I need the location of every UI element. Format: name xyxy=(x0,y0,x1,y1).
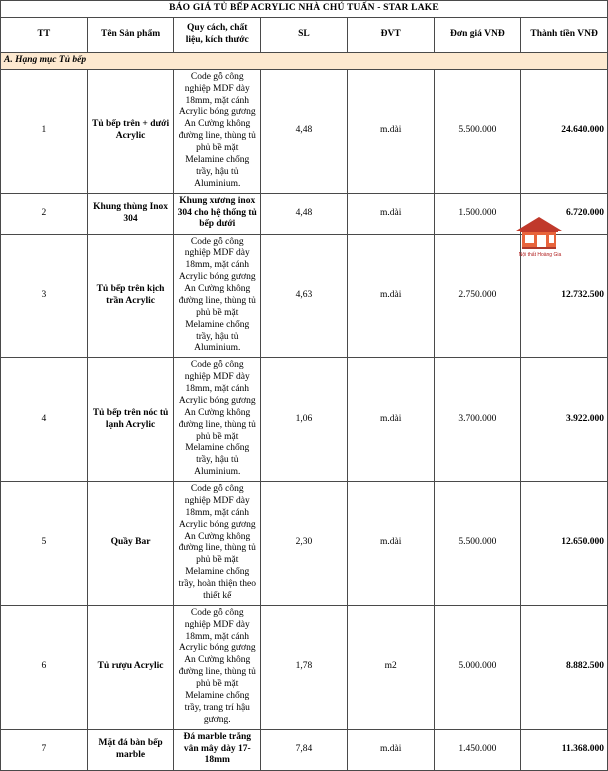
table-header-row xyxy=(1,17,608,52)
table-row xyxy=(1,69,608,193)
row-amount: 8.882.500 xyxy=(521,605,608,729)
column-header-qty: SL xyxy=(261,17,348,52)
table-row xyxy=(1,605,608,729)
column-header-unit-price: Đơn giá VNĐ xyxy=(434,17,521,52)
table-row xyxy=(1,193,608,234)
row-qty: 4,63 xyxy=(261,234,348,358)
column-header-spec: Quy cách, chất liệu, kích thước xyxy=(174,17,261,52)
row-unit: m.dài xyxy=(347,234,434,358)
section-header-row xyxy=(1,52,608,69)
row-spec: Khung xương inox 304 cho hệ thống tủ bếp dưới xyxy=(174,193,261,234)
row-amount: 3.922.000 xyxy=(521,358,608,482)
row-index: 4 xyxy=(1,358,88,482)
row-qty: 1,78 xyxy=(261,605,348,729)
column-header-tt: TT xyxy=(1,17,88,52)
row-amount: 12.732.500 xyxy=(521,234,608,358)
row-product-name: Tủ rượu Acrylic xyxy=(87,605,174,729)
row-qty: 4,48 xyxy=(261,193,348,234)
row-unit-price: 5.000.000 xyxy=(434,605,521,729)
row-qty: 1,06 xyxy=(261,358,348,482)
row-amount: 6.720.000 xyxy=(521,193,608,234)
row-unit: m.dài xyxy=(347,729,434,770)
row-unit-price: 2.750.000 xyxy=(434,234,521,358)
row-qty: 7,84 xyxy=(261,729,348,770)
row-spec: Code gỗ công nghiệp MDF dày 18mm, mặt cánh Acrylic bóng gương An Cường không đường line, thùng tủ phủ bề mặt Melamine chống trầy, hoàn thiện theo thiết kế xyxy=(174,482,261,606)
row-product-name: Mặt đá bàn bếp marble xyxy=(87,729,174,770)
row-index: 2 xyxy=(1,193,88,234)
column-header-name: Tên Sản phẩm xyxy=(87,17,174,52)
quote-table-body xyxy=(1,1,608,771)
row-index: 1 xyxy=(1,69,88,193)
row-unit-price: 5.500.000 xyxy=(434,482,521,606)
column-header-unit: ĐVT xyxy=(347,17,434,52)
table-row xyxy=(1,358,608,482)
table-row xyxy=(1,729,608,770)
row-qty: 2,30 xyxy=(261,482,348,606)
row-index: 7 xyxy=(1,729,88,770)
column-header-amount: Thành tiền VNĐ xyxy=(521,17,608,52)
row-unit: m.dài xyxy=(347,482,434,606)
row-spec: Code gỗ công nghiệp MDF dày 18mm, mặt cánh Acrylic bóng gương An Cường không đường line, thùng tủ phủ bề mặt Melamine chống trầy, trang trí hậu gương. xyxy=(174,605,261,729)
row-unit: m2 xyxy=(347,605,434,729)
row-amount: 24.640.000 xyxy=(521,69,608,193)
page-title: BÁO GIÁ TỦ BẾP ACRYLIC NHÀ CHÚ TUẤN - STAR LAKE xyxy=(1,1,608,18)
row-spec: Code gỗ công nghiệp MDF dày 18mm, mặt cánh Acrylic bóng gương An Cường không đường line, thùng tủ phủ bề mặt Melamine chống trầy, hậu tủ Aluminium. xyxy=(174,358,261,482)
document-title-row xyxy=(1,1,608,18)
row-spec: Code gỗ công nghiệp MDF dày 18mm, mặt cánh Acrylic bóng gương An Cường không đường line, thùng tủ phủ bề mặt Melamine chống trầy, hậu tủ Aluminium. xyxy=(174,69,261,193)
row-unit: m.dài xyxy=(347,358,434,482)
row-product-name: Tủ bếp trên + dưới Acrylic xyxy=(87,69,174,193)
row-index: 5 xyxy=(1,482,88,606)
row-index: 3 xyxy=(1,234,88,358)
row-unit-price: 3.700.000 xyxy=(434,358,521,482)
row-unit-price: 1.450.000 xyxy=(434,729,521,770)
row-spec: Đá marble trắng vân mây dày 17- 18mm xyxy=(174,729,261,770)
section-label: A. Hạng mục Tủ bếp xyxy=(1,52,608,69)
row-product-name: Quầy Bar xyxy=(87,482,174,606)
table-row xyxy=(1,482,608,606)
row-amount: 12.650.000 xyxy=(521,482,608,606)
row-index: 6 xyxy=(1,605,88,729)
table-row xyxy=(1,234,608,358)
row-spec: Code gỗ công nghiệp MDF dày 18mm, mặt cánh Acrylic bóng gương An Cường không đường line, thùng tủ phủ bề mặt Melamine chống trầy, hậu tủ Aluminium. xyxy=(174,234,261,358)
row-product-name: Tủ bếp trên nóc tủ lạnh Acrylic xyxy=(87,358,174,482)
row-unit: m.dài xyxy=(347,193,434,234)
row-product-name: Tủ bếp trên kịch trần Acrylic xyxy=(87,234,174,358)
row-unit: m.dài xyxy=(347,69,434,193)
logo-caption: Nội thất Hoàng Gia xyxy=(518,252,562,258)
row-amount: 11.368.000 xyxy=(521,729,608,770)
row-qty: 4,48 xyxy=(261,69,348,193)
row-product-name: Khung thùng Inox 304 xyxy=(87,193,174,234)
row-unit-price: 1.500.000 xyxy=(434,193,521,234)
row-unit-price: 5.500.000 xyxy=(434,69,521,193)
